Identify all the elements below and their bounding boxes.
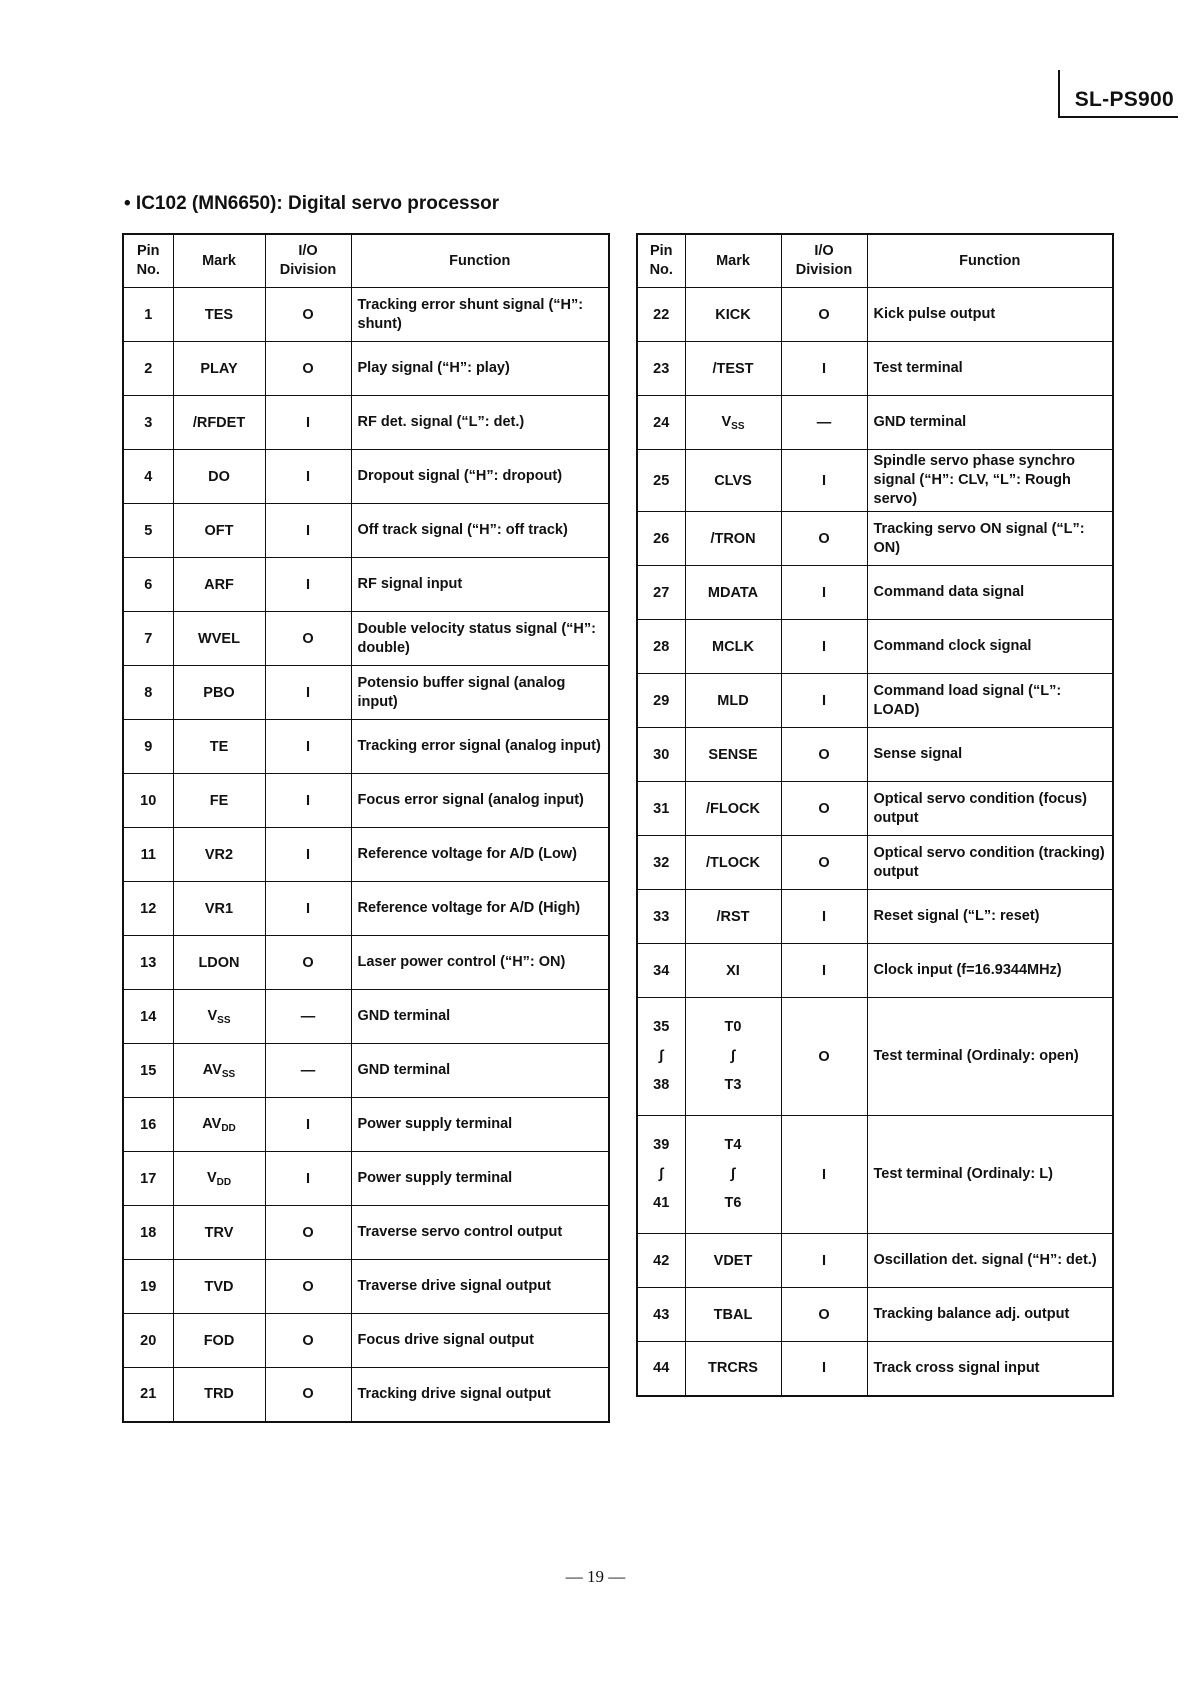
pin-cell: 13 [123,936,173,990]
mark-cell: /FLOCK [685,782,781,836]
io-cell: — [265,990,351,1044]
pin-range-part: ∫ [659,1166,664,1182]
header-function: Function [867,234,1113,288]
mark-cell: SENSE [685,728,781,782]
io-cell: O [265,1260,351,1314]
table-header [637,234,1113,288]
io-cell: I [265,828,351,882]
pin-cell: 33 [637,890,685,944]
pin-cell: 22 [637,288,685,342]
function-cell: RF signal input [351,558,609,612]
io-cell: I [265,1098,351,1152]
pin-cell: 28 [637,620,685,674]
function-cell: Sense signal [867,728,1113,782]
function-cell: Test terminal (Ordinaly: L) [867,1116,1113,1234]
mark-range-part: ∫ [731,1048,735,1064]
function-cell: Traverse drive signal output [351,1260,609,1314]
pin-cell: 6 [123,558,173,612]
io-cell: I [781,674,867,728]
mark-range-part: T0 [724,1019,742,1035]
table-row [123,504,609,558]
mark-subscript: SS [221,1068,236,1080]
function-cell: Double velocity status signal (“H”: double) [351,612,609,666]
pin-cell: 34 [637,944,685,998]
mark-subscript: SS [731,420,745,432]
io-cell: I [265,720,351,774]
io-cell: O [265,936,351,990]
mark-text: V [206,1169,217,1186]
mark-range-part: T3 [724,1077,742,1093]
mark-range-part: T4 [724,1137,742,1153]
table-header [123,234,609,288]
table-row [637,728,1113,782]
pin-cell: 7 [123,612,173,666]
pin-range-part: 39 [653,1137,670,1153]
function-cell: RF det. signal (“L”: det.) [351,396,609,450]
header-mark: Mark [685,234,781,288]
function-cell: Tracking balance adj. output [867,1288,1113,1342]
mark-cell: XI [685,944,781,998]
pin-cell: 15 [123,1044,173,1098]
pin-cell: 2 [123,342,173,396]
table-row [637,512,1113,566]
model-number: SL-PS900 [1074,88,1174,111]
mark-cell: MDATA [685,566,781,620]
io-cell: I [265,882,351,936]
function-cell: Off track signal (“H”: off track) [351,504,609,558]
function-cell: Track cross signal input [867,1342,1113,1396]
io-cell: O [781,782,867,836]
mark-subscript: SS [217,1014,231,1026]
function-cell: Tracking drive signal output [351,1368,609,1422]
function-cell: Optical servo condition (tracking) output [867,836,1113,890]
function-cell: Oscillation det. signal (“H”: det.) [867,1234,1113,1288]
table-row [637,450,1113,512]
function-cell: Tracking error shunt signal (“H”: shunt) [351,288,609,342]
table-row [637,1342,1113,1396]
mark-cell: KICK [685,288,781,342]
mark-cell [173,1044,265,1098]
pin-cell: 17 [123,1152,173,1206]
pin-table-right [636,233,1114,1397]
pin-cell: 10 [123,774,173,828]
io-cell: I [265,558,351,612]
header-mark: Mark [173,234,265,288]
mark-cell: TES [173,288,265,342]
function-cell: Potensio buffer signal (analog input) [351,666,609,720]
table-row [123,558,609,612]
function-cell: Play signal (“H”: play) [351,342,609,396]
mark-cell: /TEST [685,342,781,396]
table-row [637,1234,1113,1288]
io-cell: — [265,1044,351,1098]
io-cell: I [781,944,867,998]
table-row [123,666,609,720]
table-row [637,620,1113,674]
mark-cell [685,998,781,1116]
function-cell: Command data signal [867,566,1113,620]
io-cell: I [265,1152,351,1206]
mark-cell: VDET [685,1234,781,1288]
header-io: I/O Division [265,234,351,288]
mark-cell: TRCRS [685,1342,781,1396]
pin-cell: 12 [123,882,173,936]
io-cell: I [265,774,351,828]
pin-cell: 19 [123,1260,173,1314]
mark-cell: TE [173,720,265,774]
pin-cell: 27 [637,566,685,620]
pin-cell: 11 [123,828,173,882]
table-row [123,1314,609,1368]
mark-cell: ARF [173,558,265,612]
table-row [123,720,609,774]
header-pin: Pin No. [637,234,685,288]
mark-cell [685,1116,781,1234]
pin-range-part: ∫ [659,1048,664,1064]
io-cell: I [781,890,867,944]
mark-cell: MCLK [685,620,781,674]
pin-cell: 24 [637,396,685,450]
table-row [123,1206,609,1260]
table-row [123,450,609,504]
pin-cell: 14 [123,990,173,1044]
pin-cell: 16 [123,1098,173,1152]
mark-text: AV [202,1115,222,1132]
function-cell: Focus error signal (analog input) [351,774,609,828]
table-row [637,674,1113,728]
pin-cell: 21 [123,1368,173,1422]
function-cell: Traverse servo control output [351,1206,609,1260]
mark-cell: TVD [173,1260,265,1314]
pin-cell: 31 [637,782,685,836]
table-row [637,342,1113,396]
pin-table-left [122,233,610,1423]
io-cell: I [265,504,351,558]
mark-subscript: DD [221,1122,236,1134]
mark-range-part: T6 [724,1195,742,1211]
table-row [637,1116,1113,1234]
mark-cell [173,1152,265,1206]
function-cell: Laser power control (“H”: ON) [351,936,609,990]
mark-cell: /TRON [685,512,781,566]
io-cell: I [781,1234,867,1288]
function-cell: Test terminal [867,342,1113,396]
function-cell: Command clock signal [867,620,1113,674]
function-cell: Clock input (f=16.9344MHz) [867,944,1113,998]
page-number: — 19 — [565,1567,626,1586]
table-row [123,1152,609,1206]
pin-cell: 9 [123,720,173,774]
table-row [637,782,1113,836]
mark-cell: FE [173,774,265,828]
io-cell: O [781,1288,867,1342]
table-row [123,936,609,990]
pin-cell: 44 [637,1342,685,1396]
pin-cell [637,998,685,1116]
io-cell: I [265,450,351,504]
mark-cell [173,990,265,1044]
io-cell: O [265,1368,351,1422]
io-cell: O [265,288,351,342]
pin-range-part: 41 [653,1195,670,1211]
table-row [123,990,609,1044]
mark-cell: VR2 [173,828,265,882]
mark-cell: PBO [173,666,265,720]
pin-cell: 23 [637,342,685,396]
table-row [123,1098,609,1152]
header-io: I/O Division [781,234,867,288]
pin-range-part: 38 [653,1077,670,1093]
header-pin: Pin No. [123,234,173,288]
mark-cell: /RFDET [173,396,265,450]
pin-cell: 30 [637,728,685,782]
pin-cell: 8 [123,666,173,720]
mark-cell: WVEL [173,612,265,666]
table-row [637,836,1113,890]
function-cell: Power supply terminal [351,1098,609,1152]
table-row [637,396,1113,450]
pin-cell: 1 [123,288,173,342]
header-function: Function [351,234,609,288]
io-cell: O [781,998,867,1116]
pin-cell: 25 [637,450,685,512]
pin-cell: 5 [123,504,173,558]
mark-cell: TRV [173,1206,265,1260]
table-row [637,288,1113,342]
function-cell: Tracking servo ON signal (“L”: ON) [867,512,1113,566]
pin-cell: 43 [637,1288,685,1342]
pin-cell: 4 [123,450,173,504]
section-title: • IC102 (MN6650): Digital servo processor [124,193,500,214]
table-row [123,396,609,450]
table-row [123,612,609,666]
table-row [637,890,1113,944]
function-cell: Tracking error signal (analog input) [351,720,609,774]
function-cell: Optical servo condition (focus) output [867,782,1113,836]
pin-cell: 42 [637,1234,685,1288]
table-row [637,1288,1113,1342]
table-row [637,566,1113,620]
function-cell: Reference voltage for A/D (High) [351,882,609,936]
mark-cell: PLAY [173,342,265,396]
mark-cell: /TLOCK [685,836,781,890]
function-cell: Spindle servo phase synchro signal (“H”: CLV, “L”: Rough servo) [867,450,1113,512]
function-cell: Dropout signal (“H”: dropout) [351,450,609,504]
mark-cell: DO [173,450,265,504]
pin-cell: 18 [123,1206,173,1260]
table-row [123,828,609,882]
function-cell: GND terminal [351,990,609,1044]
function-cell: GND terminal [351,1044,609,1098]
table-row [637,998,1113,1116]
mark-cell: FOD [173,1314,265,1368]
mark-cell: MLD [685,674,781,728]
io-cell: O [265,342,351,396]
pin-cell: 29 [637,674,685,728]
mark-cell: VR1 [173,882,265,936]
table-row [123,882,609,936]
mark-text: AV [202,1061,222,1078]
function-cell: Kick pulse output [867,288,1113,342]
mark-range-part: ∫ [731,1166,735,1182]
table-row [123,288,609,342]
table-row [123,1044,609,1098]
io-cell: O [781,512,867,566]
function-cell: Focus drive signal output [351,1314,609,1368]
function-cell: Power supply terminal [351,1152,609,1206]
mark-subscript: DD [216,1176,232,1188]
table-row [123,342,609,396]
pin-cell: 20 [123,1314,173,1368]
io-cell: O [781,836,867,890]
io-cell: I [781,620,867,674]
mark-cell: CLVS [685,450,781,512]
function-cell: Reset signal (“L”: reset) [867,890,1113,944]
io-cell: I [781,566,867,620]
mark-cell [173,1098,265,1152]
io-cell: O [781,288,867,342]
pin-cell: 3 [123,396,173,450]
io-cell: I [781,450,867,512]
mark-cell: LDON [173,936,265,990]
io-cell: O [265,1206,351,1260]
pin-range-part: 35 [653,1019,670,1035]
io-cell: O [781,728,867,782]
table-row [123,774,609,828]
function-cell: Command load signal (“L”: LOAD) [867,674,1113,728]
io-cell: I [265,666,351,720]
io-cell: I [781,1342,867,1396]
model-box [1058,70,1178,118]
io-cell: O [265,1314,351,1368]
mark-cell: TBAL [685,1288,781,1342]
mark-text: V [207,1007,218,1024]
table-row [637,944,1113,998]
function-cell: Reference voltage for A/D (Low) [351,828,609,882]
io-cell: I [781,1116,867,1234]
mark-cell [685,396,781,450]
mark-text: V [721,413,732,430]
pin-cell: 32 [637,836,685,890]
mark-cell: TRD [173,1368,265,1422]
mark-cell: /RST [685,890,781,944]
function-cell: GND terminal [867,396,1113,450]
io-cell: I [265,396,351,450]
pin-cell: 26 [637,512,685,566]
pin-cell [637,1116,685,1234]
table-row [123,1260,609,1314]
function-cell: Test terminal (Ordinaly: open) [867,998,1113,1116]
table-row [123,1368,609,1422]
io-cell: O [265,612,351,666]
io-cell: — [781,396,867,450]
mark-cell: OFT [173,504,265,558]
io-cell: I [781,342,867,396]
